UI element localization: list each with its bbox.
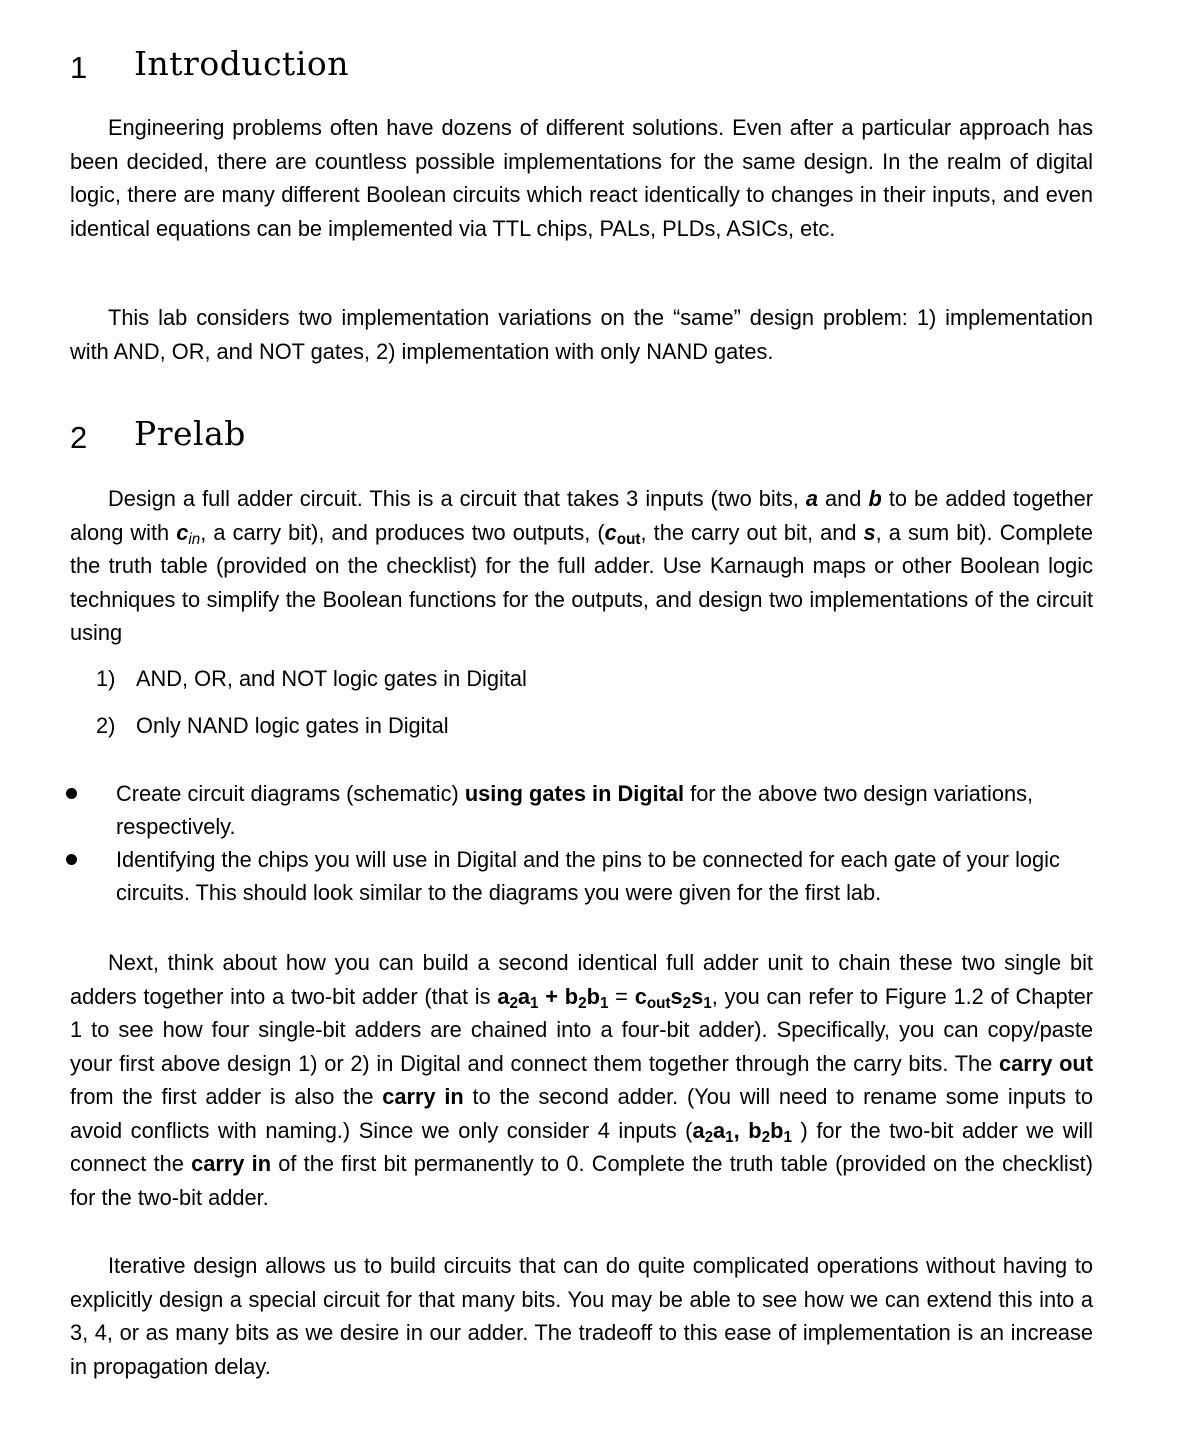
subscript: in <box>188 530 201 548</box>
intro-paragraph-2: This lab considers two implementation variations on the “same” design problem: 1) implementation with AND, OR, and NOT gates, 2) implementation with only NAND gates. <box>70 305 1093 364</box>
intro-paragraph-1: Engineering problems often have dozens of different solutions. Even after a particular approach has been decided, there are countless possible implementations for the same design. In the realm of digital logic, there are many different Boolean circuits which react identically to changes in their inputs, and even identical equations can be implemented via TTL chips, PALs, PLDs, ASICs, etc. <box>70 115 1093 241</box>
var: b <box>748 1117 762 1143</box>
var: a <box>497 983 510 1009</box>
operator: = <box>608 983 635 1009</box>
text: from the first adder is also the <box>70 1084 383 1109</box>
list-item-text: AND, OR, and NOT logic gates in Digital <box>136 666 527 691</box>
text: , a sum bit). Complete the truth table (provided on the checklist) for the full adder. Use Karnaugh maps or other Boolean logic techniques to simplify the Boolean functions for the outputs, and design two implementations of the circuit using <box>70 519 1093 645</box>
prelab-paragraph-3: Iterative design allows us to build circuits that can do quite complicated operations without having to explicitly design a special circuit for that many bits. You may be able to see how we can extend this into a 3, 4, or as many bits as we desire in our adder. The tradeoff to this ease of implementation is an increase in propagation delay. <box>70 1253 1093 1379</box>
var: s <box>670 983 683 1009</box>
bold-text: using gates in Digital <box>464 781 685 806</box>
var: b <box>586 983 600 1009</box>
var: s <box>691 983 704 1009</box>
subscript: 2 <box>704 1128 714 1146</box>
subscript: 1 <box>530 994 539 1012</box>
bullet-dot <box>66 854 77 865</box>
list-item-text: Only NAND logic gates in Digital <box>136 713 449 738</box>
text: , a carry bit), and produces two outputs, ( <box>200 519 605 545</box>
prelab-paragraph-2 <box>70 946 1093 1214</box>
var-s: s <box>863 519 876 545</box>
list-marker: 2) <box>96 713 116 738</box>
prelab-paragraph-1 <box>70 482 1093 650</box>
section-number: 1 <box>70 50 88 85</box>
subscript: 1 <box>703 994 712 1012</box>
list-marker: 1) <box>96 666 116 691</box>
bullet-item-2 <box>0 843 1192 909</box>
subscript: out <box>616 530 641 548</box>
bullet-list <box>0 777 1192 909</box>
subscript: 1 <box>725 1128 734 1146</box>
var: b <box>770 1117 784 1143</box>
text: to the second adder. (You will need to rename some inputs to avoid conflicts with naming.) Since we only consider 4 inputs ( <box>70 1084 1093 1143</box>
text: for the above two design variations, respectively. <box>116 781 1034 839</box>
text: Next, think about how you can build a second identical full adder unit to chain these two single bit adders together into a two-bit adder (that is <box>70 950 1093 1009</box>
text: , you can refer to Figure 1.2 of Chapter 1 to see how four single-bit adders are chained into a four-bit adder). Specifically, you can copy/paste your first above design 1) or 2) in Digital and connect them together through the carry bits. The <box>70 983 1094 1076</box>
bullet-text: Identifying the chips you will use in Digital and the pins to be connected for each gate of your logic circuits. This should look similar to the diagrams you were given for the first lab. <box>116 847 1060 905</box>
bullet-text <box>116 777 1106 843</box>
section-title: Introduction <box>134 44 349 83</box>
section-title: Prelab <box>134 414 246 453</box>
bold-text: carry out <box>999 1050 1093 1076</box>
text: Design a full adder circuit. This is a circuit that takes 3 inputs (two bits, <box>108 486 806 511</box>
var-c-in: c <box>176 519 189 545</box>
section-heading-prelab <box>0 414 600 464</box>
subscript: 2 <box>578 994 587 1012</box>
section-heading-introduction <box>0 44 600 94</box>
text: , <box>733 1117 749 1143</box>
text: and <box>817 486 869 511</box>
bullet-dot <box>66 788 77 799</box>
bold-text: carry in <box>191 1151 272 1176</box>
var-a: a <box>805 486 818 511</box>
text: to be added together along with <box>70 486 1093 545</box>
subscript: 1 <box>599 994 609 1012</box>
var-c-out: c <box>604 519 617 545</box>
var: b <box>564 983 579 1009</box>
text: ) for the two-bit adder we will connect the <box>70 1117 1093 1176</box>
text: Create circuit diagrams (schematic) <box>116 781 465 806</box>
subscript: 2 <box>761 1128 771 1146</box>
text: of the first bit permanently to 0. Complete the truth table (provided on the checklist) for the two-bit adder. <box>70 1151 1093 1210</box>
var-b: b <box>868 486 882 511</box>
operator: + <box>538 983 565 1009</box>
subscript: 1 <box>783 1128 792 1146</box>
text: , the carry out bit, and <box>640 519 864 545</box>
var: a <box>517 983 531 1009</box>
var: a <box>692 1117 705 1143</box>
bullet-item-1 <box>0 777 1192 843</box>
section-number: 2 <box>70 420 88 455</box>
subscript: out <box>646 994 671 1012</box>
var: a <box>713 1117 726 1143</box>
bold-text: carry in <box>382 1084 464 1109</box>
var: c <box>634 983 647 1009</box>
subscript: 2 <box>509 994 518 1012</box>
subscript: 2 <box>682 994 692 1012</box>
